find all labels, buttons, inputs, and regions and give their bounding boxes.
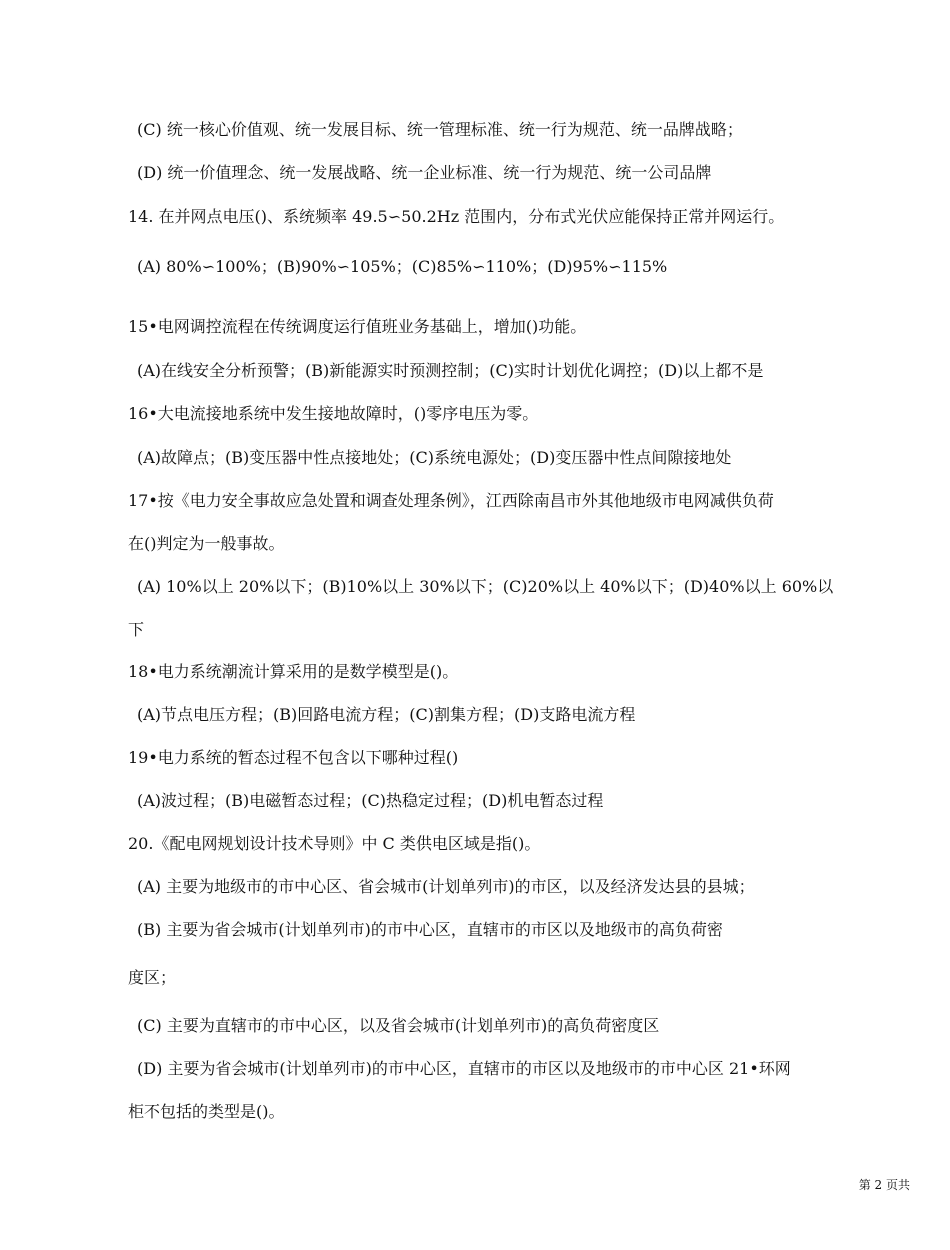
options-15: (A)在线安全分析预警；(B)新能源实时预测控制；(C)实时计划优化调控；(D)以上都不是: [137, 361, 764, 380]
question-16: 16•大电流接地系统中发生接地故障时，()零序电压为零。: [128, 404, 539, 423]
option-20b: (B) 主要为省会城市(计划单列市)的市中心区，直辖市的市区以及地级市的高负荷密: [137, 920, 723, 939]
question-20: 20.《配电网规划设计技术导则》中 C 类供电区域是指()。: [128, 834, 541, 853]
question-19: 19•电力系统的暂态过程不包含以下哪种过程(): [128, 748, 459, 767]
options-19: (A)波过程；(B)电磁暂态过程；(C)热稳定过程；(D)机电暂态过程: [137, 791, 604, 810]
question-21-continued: 柜不包括的类型是()。: [128, 1102, 285, 1121]
question-14: 14. 在并网点电压()、系统频率 49.5∽50.2Hz 范围内，分布式光伏应能保持正常并网运行。: [128, 207, 785, 226]
question-17: 17•按《电力安全事故应急处置和调查处理条例》，江西除南昌市外其他地级市电网减供负荷: [128, 491, 774, 510]
question-17-continued: 在()判定为一般事故。: [128, 534, 285, 553]
options-16: (A)故障点；(B)变压器中性点接地处；(C)系统电源处；(D)变压器中性点间隙接地处: [137, 448, 732, 467]
options-18: (A)节点电压方程；(B)回路电流方程；(C)割集方程；(D)支路电流方程: [137, 705, 636, 724]
option-13c: (C) 统一核心价值观、统一发展目标、统一管理标准、统一行为规范、统一品牌战略；: [137, 120, 743, 139]
option-20d: (D) 主要为省会城市(计划单列市)的市中心区，直辖市的市区以及地级市的市中心区 21•环网: [137, 1059, 791, 1078]
question-18: 18•电力系统潮流计算采用的是数学模型是()。: [128, 662, 459, 681]
options-17-continued: 下: [128, 620, 145, 639]
options-14: (A) 80%∽100%；(B)90%∽105%；(C)85%∽110%；(D)95%∽115%: [137, 257, 668, 276]
options-17: (A) 10%以上 20%以下；(B)10%以上 30%以下；(C)20%以上 40%以下；(D)40%以上 60%以: [137, 577, 834, 596]
option-13d: (D) 统一价值理念、统一发展战略、统一企业标准、统一行为规范、统一公司品牌: [137, 163, 712, 182]
option-20b-continued: 度区；: [128, 968, 177, 987]
page-number: 第 2 页共: [858, 1178, 910, 1192]
option-20a: (A) 主要为地级市的市中心区、省会城市(计划单列市)的市区，以及经济发达县的县城；: [137, 877, 755, 896]
option-20c: (C) 主要为直辖市的市中心区，以及省会城市(计划单列市)的高负荷密度区: [137, 1016, 660, 1035]
question-15: 15•电网调控流程在传统调度运行值班业务基础上，增加()功能。: [128, 317, 587, 336]
